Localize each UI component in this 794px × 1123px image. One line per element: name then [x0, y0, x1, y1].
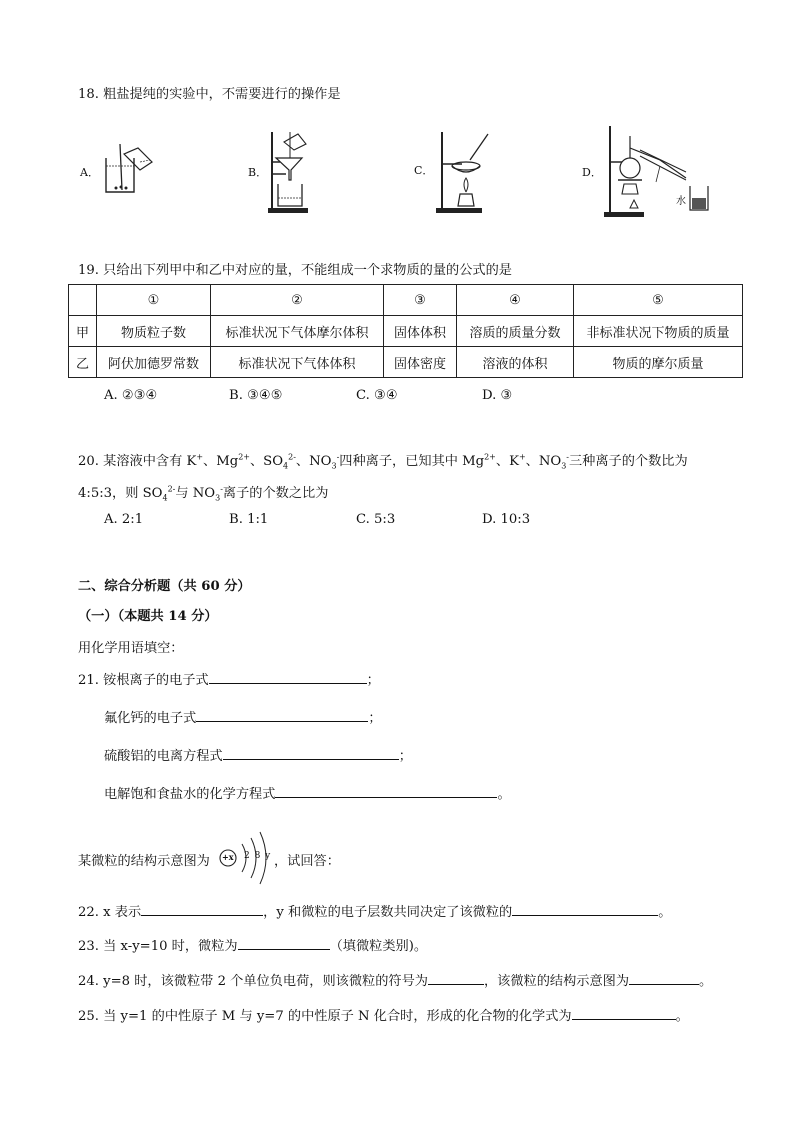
- table-header-3: ③: [384, 285, 457, 316]
- period: 。: [658, 905, 672, 920]
- table-cell: 溶质的质量分数: [457, 316, 574, 347]
- q23-line: [78, 935, 427, 954]
- q21-d-text: 电解饱和食盐水的化学方程式: [104, 787, 276, 802]
- electron-shells-label: 2 8 y: [244, 851, 272, 861]
- table-header-2: ②: [211, 285, 384, 316]
- q21-line-d: [104, 783, 511, 802]
- answer-blank[interactable]: [428, 970, 484, 985]
- nucleus-label: +x: [222, 852, 234, 862]
- q20-text: 、Mg: [203, 454, 239, 469]
- no3-subscript: 3: [215, 493, 221, 503]
- answer-blank[interactable]: [141, 901, 263, 916]
- dissolving-apparatus-diagram: [100, 140, 160, 200]
- q22-text: 22. x 表示: [78, 905, 142, 920]
- table-cell: 物质的摩尔质量: [574, 347, 743, 378]
- q19-option-a[interactable]: A. ②③④: [104, 388, 158, 403]
- q22-text: ，y 和微粒的电子层数共同决定了该微粒的: [263, 905, 513, 920]
- q20-text: 、NO: [525, 454, 562, 469]
- q20-option-b[interactable]: B. 1:1: [229, 512, 269, 527]
- q19-stem: 19. 只给出下列甲中和乙中对应的量，不能组成一个求物质的量的公式的是: [78, 263, 512, 278]
- table-cell: [69, 285, 97, 316]
- k-charge: +: [196, 452, 204, 462]
- q20-option-a[interactable]: A. 2:1: [104, 512, 144, 527]
- q18-option-c[interactable]: C．: [414, 164, 434, 177]
- q21-a-text: 21. 铵根离子的电子式: [78, 673, 209, 688]
- q19-option-d[interactable]: D. ③: [482, 388, 513, 403]
- q18-option-a[interactable]: A．: [80, 166, 99, 179]
- table-cell: 标准状况下气体体积: [211, 347, 384, 378]
- period: 。: [497, 787, 511, 802]
- semicolon: ；: [368, 711, 382, 726]
- no3-charge: -: [220, 484, 223, 494]
- distillation-apparatus-diagram: [600, 122, 718, 220]
- q20-option-d[interactable]: D. 10:3: [482, 512, 531, 527]
- filtration-apparatus-diagram: [262, 128, 314, 216]
- period: 。: [699, 974, 713, 989]
- particle-intro-end: ，试回答：: [274, 854, 340, 869]
- table-header-5: ⑤: [574, 285, 743, 316]
- q19-option-c[interactable]: C. ③④: [356, 388, 398, 403]
- q20-text: 离子的个数之比为: [222, 486, 329, 501]
- q20-text: 、SO: [249, 454, 284, 469]
- answer-blank[interactable]: [196, 707, 368, 722]
- semicolon: ；: [366, 673, 380, 688]
- table-row: [69, 285, 743, 316]
- q18-option-d[interactable]: D．: [582, 166, 602, 179]
- q24-text: ，该微粒的结构示意图为: [483, 974, 630, 989]
- q18-stem: 18. 粗盐提纯的实验中，不需要进行的操作是: [78, 87, 341, 102]
- answer-blank[interactable]: [209, 669, 367, 684]
- q20-line1: [78, 450, 688, 471]
- table-cell: 非标准状况下物质的质量: [574, 316, 743, 347]
- q21-c-text: 硫酸铝的电离方程式: [104, 749, 223, 764]
- table-cell: 溶液的体积: [457, 347, 574, 378]
- q22-line: [78, 901, 671, 920]
- table-row: [69, 347, 743, 378]
- q20-line2: [78, 482, 328, 503]
- table-cell: 物质粒子数: [97, 316, 211, 347]
- no3-subscript: 3: [331, 461, 337, 471]
- q24-text: 24. y=8 时，该微粒带 2 个单位负电荷，则该微粒的符号为: [78, 974, 428, 989]
- q20-text: 、NO: [295, 454, 332, 469]
- row-label-yi: 乙: [69, 347, 97, 378]
- q21-line-b: [104, 707, 382, 726]
- q20-text: 与 NO: [175, 486, 216, 501]
- q23-text: （填微粒类别)。: [329, 939, 428, 954]
- q20-text: 4:5:3，则 SO: [78, 486, 163, 501]
- so4-charge: 2-: [288, 452, 296, 462]
- q21-line-a: [78, 669, 380, 688]
- period: 。: [675, 1009, 689, 1024]
- q20-text: 三种离子的个数比为: [568, 454, 688, 469]
- table-cell: 阿伏加德罗常数: [97, 347, 211, 378]
- semicolon: ；: [398, 749, 412, 764]
- evaporation-apparatus-diagram: [430, 128, 496, 216]
- no3-charge: -: [336, 452, 340, 462]
- q20-text: 、K: [495, 454, 519, 469]
- q18-option-b[interactable]: B．: [248, 166, 268, 179]
- answer-blank[interactable]: [572, 1005, 676, 1020]
- answer-blank[interactable]: [238, 935, 330, 950]
- section-title: 二、综合分析题（共 60 分）: [78, 579, 251, 594]
- answer-blank[interactable]: [275, 783, 497, 798]
- answer-blank[interactable]: [223, 745, 399, 760]
- so4-subscript: 4: [162, 493, 168, 503]
- q25-text: 25. 当 y=1 的中性原子 M 与 y=7 的中性原子 N 化合时，形成的化合物的化学式为: [78, 1009, 572, 1024]
- table-header-1: ①: [97, 285, 211, 316]
- q25-line: [78, 1005, 689, 1024]
- table-cell: 标准状况下气体摩尔体积: [211, 316, 384, 347]
- q19-table: [68, 284, 743, 378]
- table-header-4: ④: [457, 285, 574, 316]
- row-label-jia: 甲: [69, 316, 97, 347]
- q21-line-c: [104, 745, 412, 764]
- no3-charge: -: [566, 452, 569, 462]
- q20-text: 20. 某溶液中含有 K: [78, 454, 197, 469]
- q20-text: 四种离子，已知其中 Mg: [339, 454, 485, 469]
- mg-charge: 2+: [484, 452, 496, 462]
- q20-option-c[interactable]: C. 5:3: [356, 512, 396, 527]
- so4-subscript: 4: [283, 461, 289, 471]
- q19-option-b[interactable]: B. ③④⑤: [229, 388, 283, 403]
- table-row: [69, 316, 743, 347]
- mg-charge: 2+: [238, 452, 250, 462]
- so4-charge: 2-: [167, 484, 176, 494]
- table-cell: 固体体积: [384, 316, 457, 347]
- table-cell: 固体密度: [384, 347, 457, 378]
- q21-b-text: 氟化钙的电子式: [104, 711, 197, 726]
- water-label: 水: [676, 196, 686, 207]
- answer-blank[interactable]: [512, 901, 658, 916]
- particle-intro: 某微粒的结构示意图为: [78, 854, 210, 869]
- q23-text: 23. 当 x-y=10 时，微粒为: [78, 939, 238, 954]
- section-intro: 用化学用语填空：: [78, 641, 184, 656]
- k-charge: +: [518, 452, 526, 462]
- q24-line: [78, 970, 712, 989]
- answer-blank[interactable]: [629, 970, 699, 985]
- part-title: （一）（本题共 14 分）: [78, 609, 218, 624]
- no3-subscript: 3: [561, 461, 567, 471]
